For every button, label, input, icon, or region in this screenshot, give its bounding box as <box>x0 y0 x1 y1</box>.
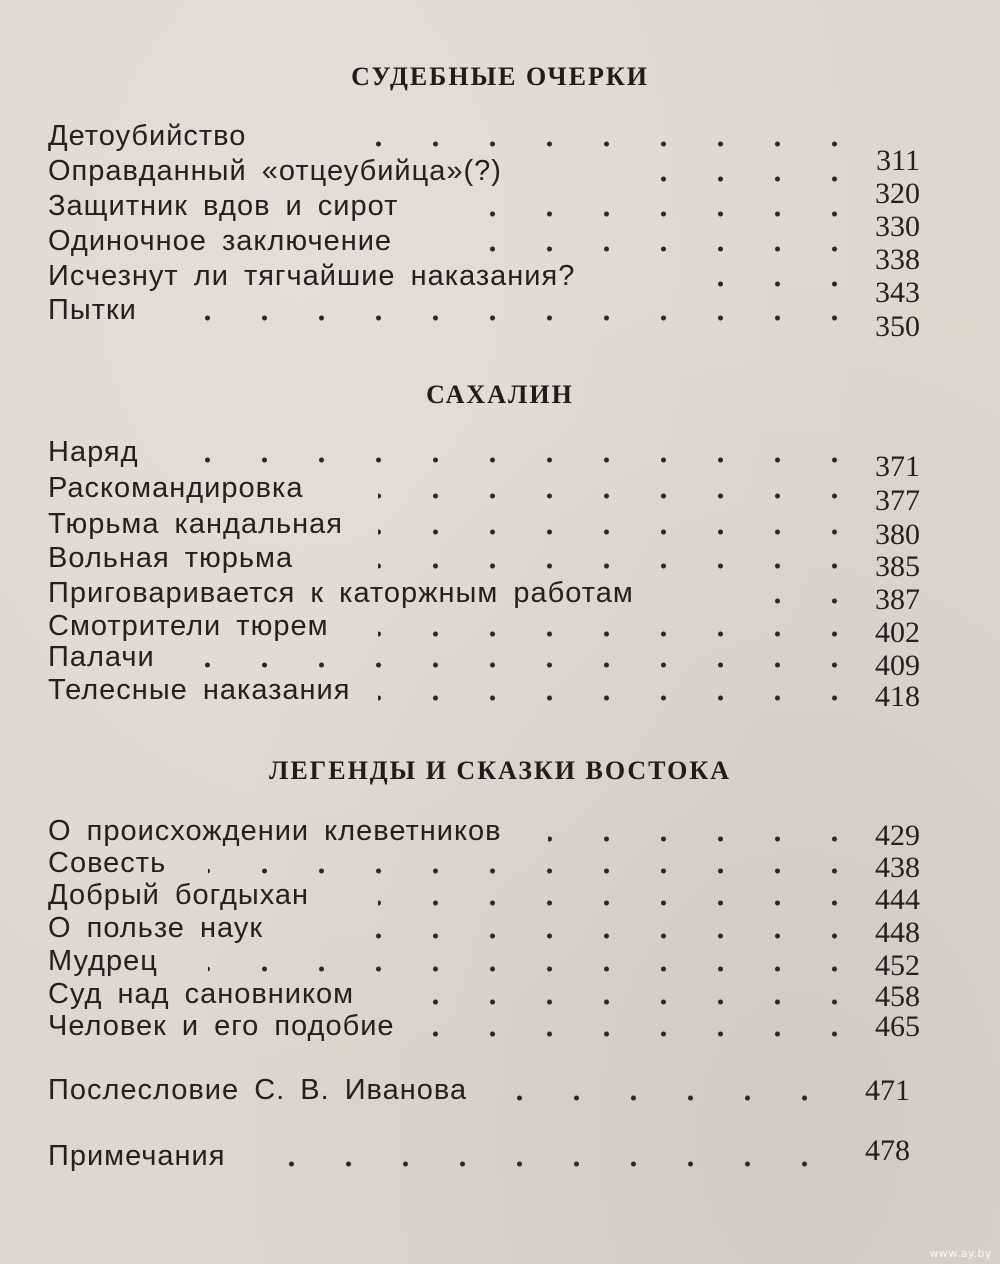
toc-entry <box>48 945 920 982</box>
dot-leader <box>378 630 863 638</box>
toc-entry <box>48 472 920 517</box>
toc-entry-page: 429 <box>875 819 920 852</box>
toc-entry-title: Совесть <box>48 847 167 879</box>
toc-entry-page: 350 <box>875 310 920 343</box>
toc-entry-page: 438 <box>875 851 920 884</box>
toc-entry-title: Тюрьма кандальная <box>48 508 343 540</box>
toc-entry-page: 377 <box>875 484 920 517</box>
toc-entry-title: Оправданный «отцеубийца»(?) <box>48 155 502 187</box>
dot-leader <box>748 597 863 605</box>
section-heading-court-essays: СУДЕБНЫЕ ОЧЕРКИ <box>351 62 649 91</box>
dot-leader <box>698 280 863 288</box>
dot-leader <box>208 867 863 875</box>
toc-entry-page: 471 <box>865 1074 910 1107</box>
toc-entry <box>48 815 920 852</box>
toc-entry <box>48 674 920 713</box>
section-heading-legends: ЛЕГЕНДЫ И СКАЗКИ ВОСТОКА <box>268 756 732 785</box>
toc-entry-notes <box>48 1134 920 1174</box>
toc-entry-title: Наряд <box>48 436 139 468</box>
toc-entry <box>48 260 920 309</box>
toc-entry <box>48 978 920 1012</box>
dot-leader <box>333 140 863 148</box>
dot-leader <box>478 245 863 253</box>
toc-entry-title: Защитник вдов и сирот <box>48 190 399 222</box>
dot-leader <box>248 1160 833 1168</box>
toc-entry-page: 311 <box>876 144 920 177</box>
dot-leader <box>428 1030 863 1038</box>
toc-entry-title: О пользе наук <box>48 912 264 944</box>
toc-entry-page: 465 <box>875 1010 920 1043</box>
toc-entry-title: Человек и его подобие <box>48 1010 395 1042</box>
toc-entry <box>48 294 920 343</box>
watermark: www.ay.by <box>929 1247 992 1260</box>
toc-entry-title: О происхождении клеветников <box>48 815 502 847</box>
toc-entry-title: Вольная тюрьма <box>48 542 294 574</box>
dot-leader <box>378 562 863 570</box>
toc-entry-title: Добрый богдыхан <box>48 879 310 911</box>
toc-entry-title: Палачи <box>48 641 155 673</box>
toc-entry-title: Раскомандировка <box>48 472 304 504</box>
dot-leader <box>548 835 863 843</box>
toc-entry-page: 409 <box>875 649 920 682</box>
toc-entry-title: Примечания <box>48 1140 226 1172</box>
toc-entry <box>48 912 920 949</box>
toc-entry-title: Исчезнут ли тягчайшие наказания? <box>48 260 576 292</box>
dot-leader <box>638 175 863 183</box>
toc-entry-page: 478 <box>865 1134 910 1167</box>
toc-entry-page: 444 <box>875 883 920 916</box>
toc-entry <box>48 610 920 649</box>
toc-entry-afterword <box>48 1074 920 1108</box>
toc-entry-title: Суд над сановником <box>48 978 355 1010</box>
toc-entry-page: 385 <box>875 550 920 583</box>
toc-entry-title: Детоубийство <box>48 120 247 152</box>
toc-entry-title: Мудрец <box>48 945 158 977</box>
section-heading-sakhalin: САХАЛИН <box>426 380 574 409</box>
toc-entry <box>48 436 920 483</box>
toc-entry-page: 320 <box>875 177 920 210</box>
toc-entry-page: 402 <box>875 616 920 649</box>
dot-leader <box>188 314 863 322</box>
toc-entry-title: Одиночное заключение <box>48 225 393 257</box>
toc-entry-title: Пытки <box>48 294 137 326</box>
dot-leader <box>478 210 863 218</box>
dot-leader <box>378 528 863 536</box>
toc-entry <box>48 542 920 583</box>
toc-entry-title: Приговаривается к каторжным работам <box>48 577 634 609</box>
toc-entry-page: 387 <box>875 583 920 616</box>
dot-leader <box>208 965 863 973</box>
toc-entry-title: Телесные наказания <box>48 674 351 706</box>
toc-entry-page: 380 <box>875 518 920 551</box>
toc-entry-page: 330 <box>875 210 920 243</box>
dot-leader <box>198 661 863 669</box>
dot-leader <box>428 998 863 1006</box>
toc-entry-title: Смотрители тюрем <box>48 610 329 642</box>
toc-entry-page: 448 <box>875 916 920 949</box>
toc-entry-page: 458 <box>875 980 920 1013</box>
dot-leader <box>378 492 863 500</box>
toc-entry-page: 338 <box>875 243 920 276</box>
toc-entry <box>48 1010 920 1044</box>
dot-leader <box>168 456 863 464</box>
toc-entry-page: 343 <box>875 276 920 309</box>
toc-entry <box>48 879 920 916</box>
dot-leader <box>378 694 863 702</box>
toc-entry <box>48 508 920 551</box>
dot-leader <box>328 932 863 940</box>
toc-entry-page: 418 <box>875 680 920 713</box>
toc-entry <box>48 577 920 616</box>
toc-entry <box>48 641 920 682</box>
dot-leader <box>378 899 863 907</box>
toc-entry-page: 371 <box>875 450 920 483</box>
toc-entry-title: Послесловие С. В. Иванова <box>48 1074 468 1106</box>
dot-leader <box>508 1094 833 1102</box>
toc-entry-page: 452 <box>875 949 920 982</box>
toc-entry <box>48 847 920 884</box>
